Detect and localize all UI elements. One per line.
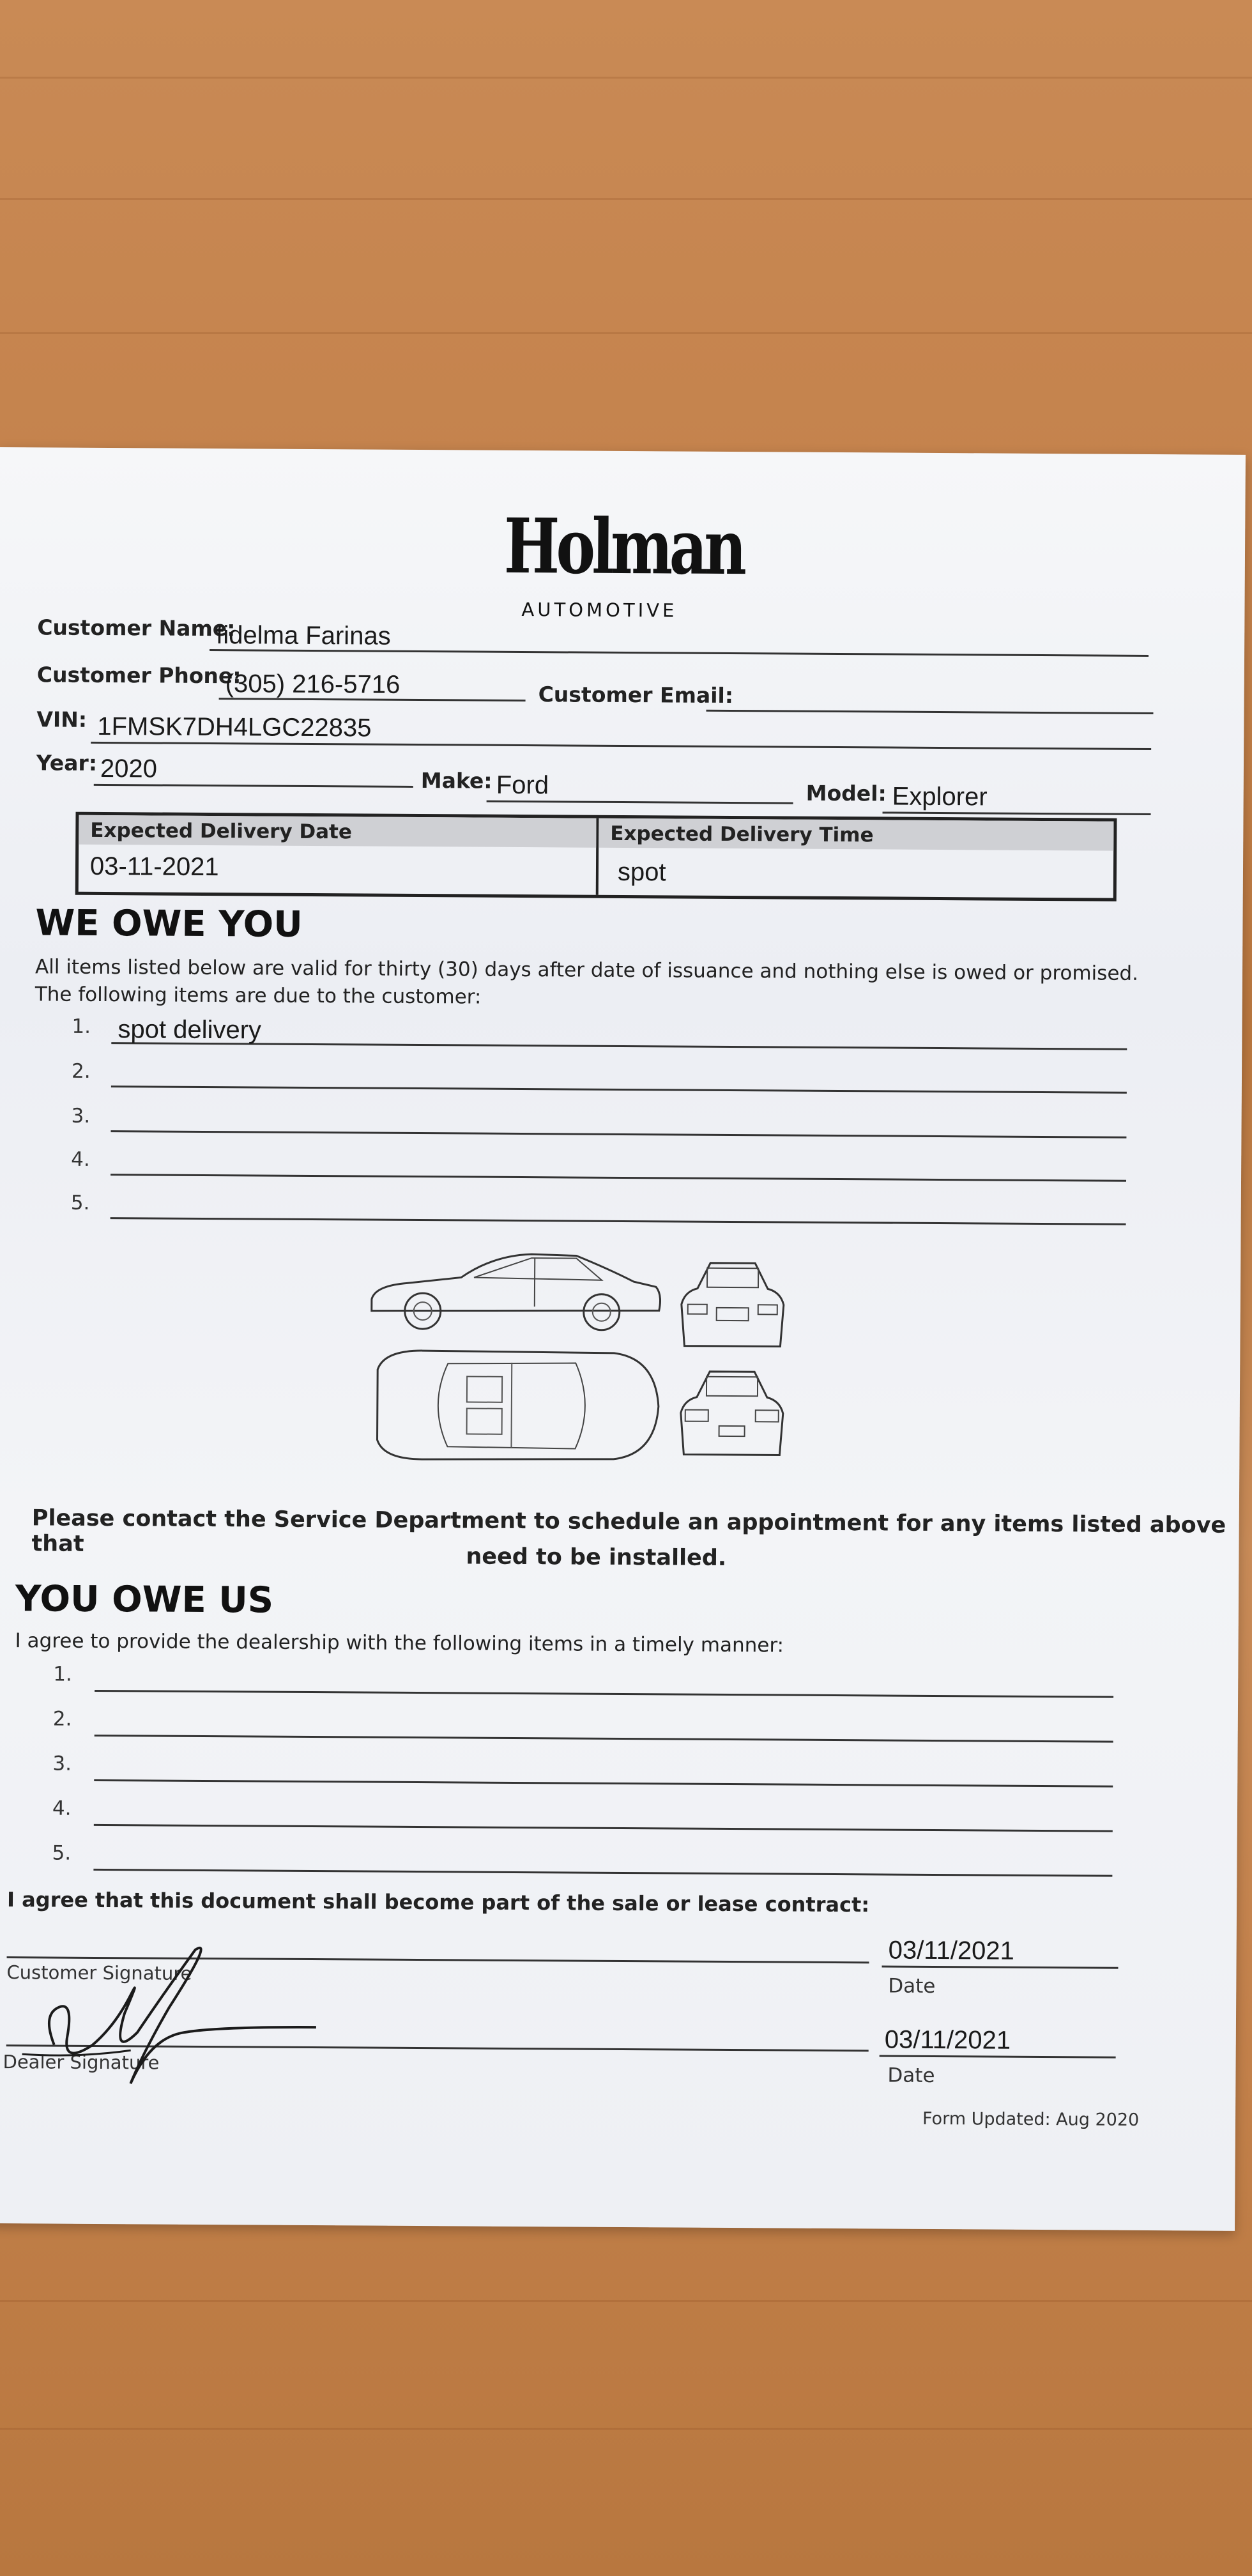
you-owe-note: I agree to provide the dealership with the following items in a timely manner: (15, 1629, 784, 1657)
we-owe-heading: WE OWE YOU (35, 902, 303, 946)
model-label: Model: (805, 780, 887, 806)
holman-logo: Holman (503, 501, 744, 592)
customer-signature-label: Customer Signature (6, 1961, 192, 1984)
customer-phone-label: Customer Phone: (36, 662, 241, 689)
customer-date-line (882, 1965, 1118, 1968)
desk-grain (0, 198, 1252, 200)
customer-email-line (706, 710, 1153, 714)
car-front-view-diagram (671, 1256, 793, 1353)
customer-name-label: Customer Name: (37, 615, 236, 641)
we-owe-item-number: 2. (71, 1059, 91, 1083)
you-owe-heading: YOU OWE US (15, 1578, 274, 1621)
car-side-view-diagram (365, 1248, 666, 1333)
delivery-time-cell (599, 818, 1114, 898)
vin-line (91, 742, 1151, 750)
we-owe-due-note: The following items are due to the customer: (34, 983, 482, 1009)
we-owe-item-line (111, 1042, 1127, 1050)
you-owe-item-number: 1. (53, 1662, 72, 1686)
desk-grain (0, 77, 1252, 79)
delivery-time-label: Expected Delivery Time (610, 822, 874, 847)
customer-date-label: Date (888, 1974, 936, 1998)
expected-delivery-box (75, 812, 1117, 901)
we-owe-item-line (111, 1130, 1126, 1138)
customer-phone-value[interactable]: (305) 216-5716 (225, 670, 401, 699)
we-owe-item-number: 3. (71, 1104, 91, 1128)
we-owe-note: All items listed below are valid for thirty (30) days after date of issuance and nothing else is owed or promised. (34, 955, 1139, 985)
year-value[interactable]: 2020 (100, 754, 158, 783)
model-value[interactable]: Explorer (892, 782, 988, 811)
you-owe-item-number: 2. (52, 1707, 72, 1731)
we-owe-item-number: 1. (72, 1015, 91, 1038)
handwritten-signature (3, 1936, 336, 2101)
you-owe-item-number: 5. (52, 1841, 72, 1865)
customer-signature-date[interactable]: 03/11/2021 (888, 1936, 1015, 1965)
customer-name-value[interactable]: fidelma Farinas (216, 621, 391, 650)
dealer-signature-date[interactable]: 03/11/2021 (884, 2025, 1011, 2055)
you-owe-item-line (95, 1735, 1113, 1743)
form-sheet (0, 447, 1246, 2231)
dealer-date-line (880, 2055, 1116, 2058)
vin-label: VIN: (36, 707, 88, 732)
desk-grain (0, 332, 1252, 334)
we-owe-item-line (111, 1174, 1126, 1182)
delivery-date-label: Expected Delivery Date (90, 818, 353, 844)
you-owe-item-line (94, 1779, 1113, 1788)
year-label: Year: (36, 750, 98, 776)
service-note-line2: need to be installed. (466, 1544, 727, 1571)
logo-subtitle: AUTOMOTIVE (521, 598, 678, 622)
make-value[interactable]: Ford (496, 770, 549, 800)
we-owe-item-line (111, 1217, 1126, 1225)
model-line (883, 811, 1151, 815)
we-owe-item-number: 5. (70, 1191, 90, 1215)
vin-value[interactable]: 1FMSK7DH4LGC22835 (97, 712, 372, 742)
year-line (94, 784, 413, 788)
you-owe-item-line (95, 1690, 1113, 1698)
agreement-statement: I agree that this document shall become part of the sale or lease contract: (6, 1887, 870, 1917)
dealer-date-label: Date (887, 2064, 935, 2087)
delivery-date-cell (79, 815, 599, 895)
dealer-signature-label: Dealer Signature (3, 2051, 160, 2074)
we-owe-item-value[interactable]: spot delivery (118, 1015, 262, 1045)
make-line (487, 801, 793, 804)
car-top-view-diagram (364, 1344, 665, 1468)
we-owe-item-line (111, 1085, 1127, 1094)
form-updated-note: Form Updated: Aug 2020 (922, 2108, 1140, 2130)
you-owe-item-number: 4. (52, 1797, 72, 1820)
you-owe-item-number: 3. (52, 1752, 72, 1775)
delivery-time-value[interactable]: spot (617, 857, 666, 887)
delivery-date-value[interactable]: 03-11-2021 (89, 852, 219, 882)
desk-grain (0, 2300, 1252, 2302)
service-note-line1: Please contact the Service Department to schedule an appointment for any items listed above that (31, 1505, 1226, 1557)
car-rear-view-diagram (671, 1365, 793, 1461)
we-owe-item-number: 4. (71, 1147, 90, 1171)
customer-email-label: Customer Email: (538, 682, 734, 709)
make-label: Make: (420, 768, 492, 793)
you-owe-item-line (93, 1869, 1112, 1877)
you-owe-item-line (94, 1824, 1113, 1832)
desk-grain (0, 2428, 1252, 2430)
